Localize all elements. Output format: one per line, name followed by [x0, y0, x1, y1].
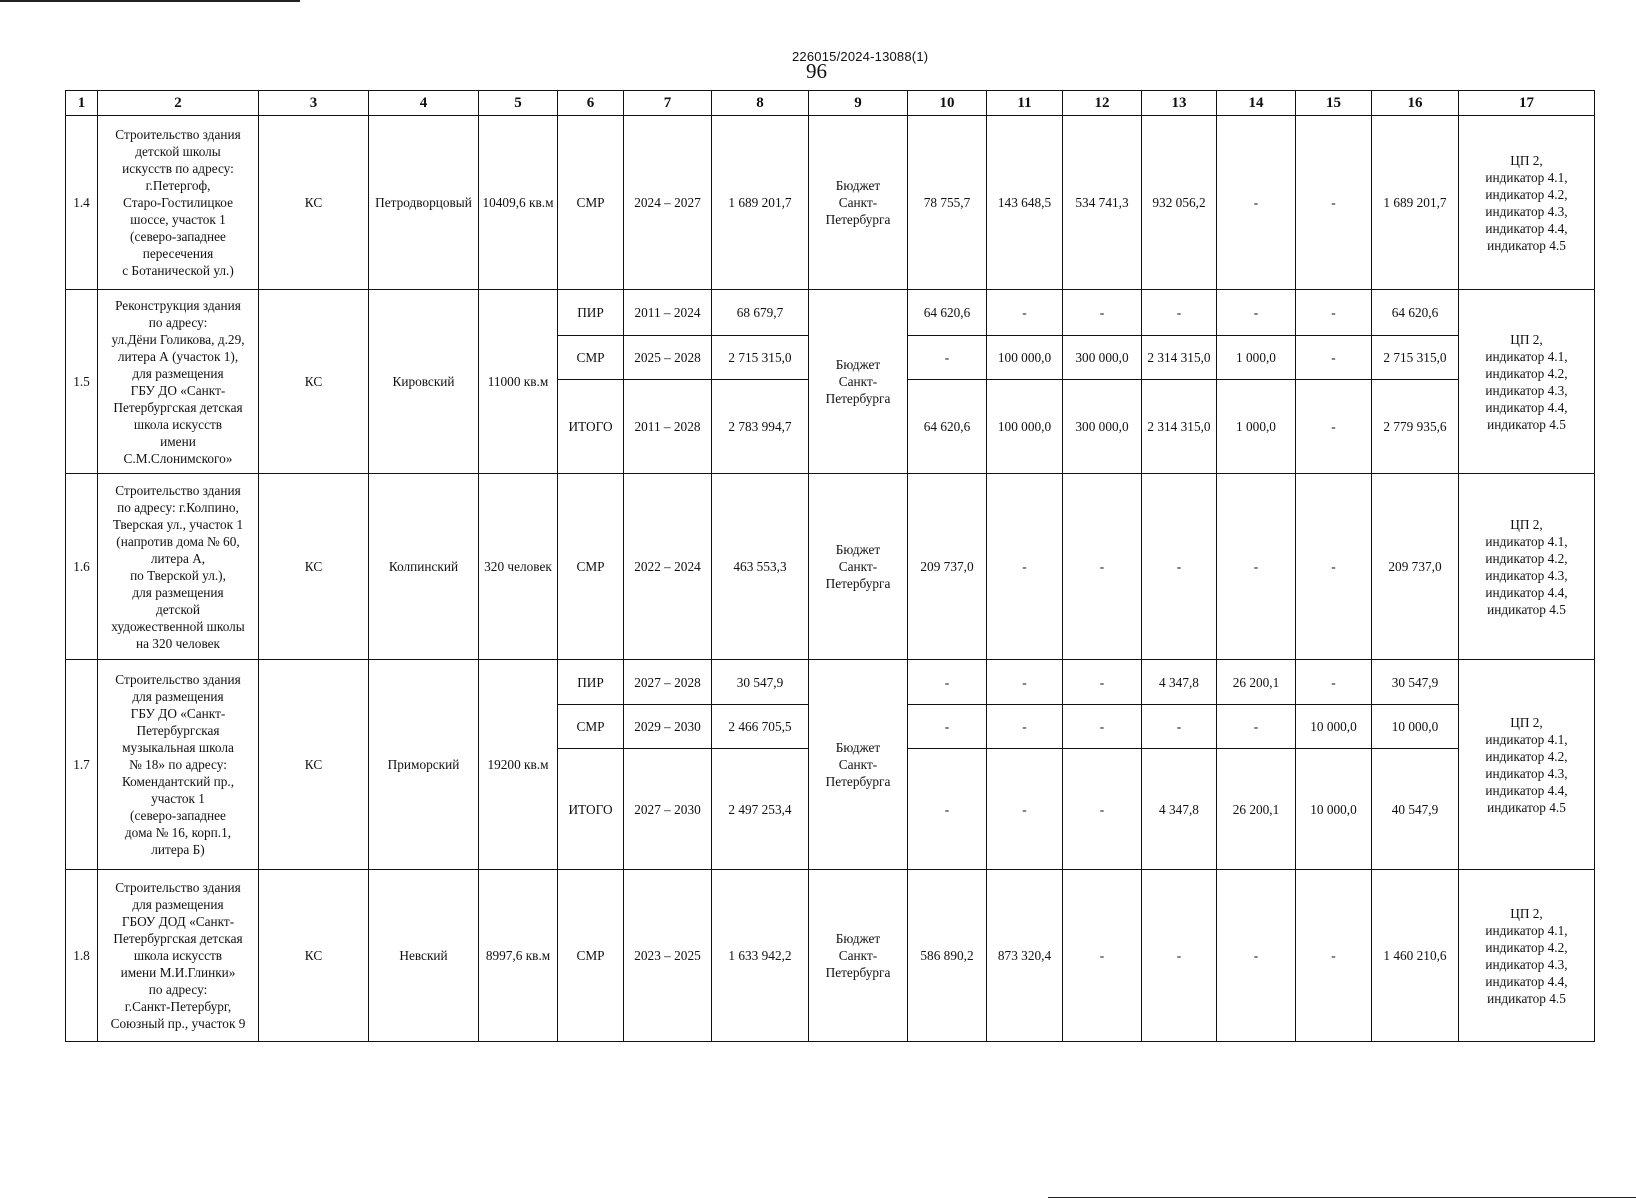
column-number-header: 4 [369, 91, 479, 116]
text-line: для размещения [132, 897, 224, 912]
text-line: индикатор 4.3, [1485, 956, 1568, 972]
text-line: на 320 человек [135, 635, 221, 651]
text-line: литера Б) [151, 842, 205, 857]
column-number-header: 8 [712, 91, 809, 116]
column-number-header: 7 [624, 91, 712, 116]
work-type-cell: ИТОГО [558, 749, 624, 870]
value-cell-15: - [1296, 474, 1372, 660]
indicators-cell [1459, 116, 1595, 290]
text-line: Бюджет [835, 357, 881, 372]
text-line: для размещения [132, 365, 224, 381]
text-line: Бюджет [835, 740, 881, 755]
text-line: Комендантский пр., [121, 774, 235, 789]
work-type-cell: ИТОГО [558, 380, 624, 474]
text-line: г.Санкт-Петербург, [124, 999, 232, 1014]
total-cost-cell: 2 783 994,7 [712, 380, 809, 474]
capacity-cell: 320 человек [479, 474, 558, 660]
value-cell-15: - [1296, 380, 1372, 474]
work-type-cell: СМР [558, 705, 624, 749]
value-cell-13: 932 056,2 [1142, 116, 1217, 290]
text-line: шоссе, участок 1 [130, 212, 226, 227]
work-type-cell: СМР [558, 336, 624, 380]
total-cost-cell: 68 679,7 [712, 290, 809, 336]
text-line: индикатор 4.4, [1485, 399, 1568, 415]
text-line: Петербурга [825, 965, 891, 980]
object-name-cell [98, 660, 259, 870]
text-line: ГБУ ДО «Санкт- [130, 382, 226, 398]
period-cell: 2029 – 2030 [624, 705, 712, 749]
row-number-cell: 1.4 [66, 116, 98, 290]
text-line: № 18» по адресу: [129, 757, 227, 772]
value-cell-12: 534 741,3 [1063, 116, 1142, 290]
text-line: ЦП 2, [1510, 905, 1543, 921]
value-cell-11: - [987, 749, 1063, 870]
text-line: индикатор 4.2, [1485, 186, 1568, 202]
value-cell-13: - [1142, 474, 1217, 660]
table-row [66, 290, 1595, 336]
table-row [66, 660, 1595, 705]
text-line: пересечения [142, 246, 214, 261]
table-header-row [66, 91, 1595, 116]
column-number-header: 3 [259, 91, 369, 116]
text-line: Петербурга [825, 391, 891, 406]
period-cell: 2025 – 2028 [624, 336, 712, 380]
text-line: Петербурга [825, 576, 891, 591]
value-cell-12: - [1063, 870, 1142, 1042]
text-line: (северо-западнее [130, 808, 226, 823]
column-number-header: 13 [1142, 91, 1217, 116]
text-line: индикатор 4.2, [1485, 748, 1568, 764]
column-number-header: 2 [98, 91, 259, 116]
program-objects-table [65, 90, 1595, 1042]
text-line: Санкт- [838, 195, 878, 210]
value-cell-16: 64 620,6 [1372, 290, 1459, 336]
text-line: Реконструкция здания [115, 297, 241, 313]
text-line: дома № 16, корп.1, [124, 825, 232, 840]
text-line: индикатор 4.5 [1487, 601, 1566, 617]
value-cell-11: - [987, 705, 1063, 749]
text-line: индикатор 4.5 [1487, 990, 1566, 1006]
value-cell-16: 30 547,9 [1372, 660, 1459, 705]
funding-source-cell [809, 290, 908, 474]
value-cell-15: - [1296, 116, 1372, 290]
funding-source-cell [809, 870, 908, 1042]
funding-source-cell [809, 474, 908, 660]
total-cost-cell: 2 715 315,0 [712, 336, 809, 380]
text-line: индикатор 4.1, [1485, 922, 1568, 938]
text-line: Петербурга [825, 774, 891, 789]
text-line: индикатор 4.2, [1485, 550, 1568, 566]
value-cell-16: 209 737,0 [1372, 474, 1459, 660]
object-name-cell [98, 474, 259, 660]
column-number-header: 6 [558, 91, 624, 116]
text-line: ул.Дёни Голикова, д.29, [111, 331, 245, 347]
value-cell-13: 4 347,8 [1142, 749, 1217, 870]
text-line: (напротив дома № 60, [116, 533, 240, 549]
text-line: индикатор 4.4, [1485, 973, 1568, 989]
text-line: индикатор 4.3, [1485, 382, 1568, 398]
text-line: имени М.И.Глинки» [120, 965, 236, 980]
value-cell-11: 873 320,4 [987, 870, 1063, 1042]
text-line: по Тверской ул.), [130, 567, 226, 583]
district-cell: Петродворцовый [369, 116, 479, 290]
row-number-cell: 1.8 [66, 870, 98, 1042]
period-cell: 2024 – 2027 [624, 116, 712, 290]
value-cell-13: - [1142, 290, 1217, 336]
value-cell-11: 100 000,0 [987, 336, 1063, 380]
work-type-cell: СМР [558, 116, 624, 290]
object-name-cell [98, 290, 259, 474]
value-cell-15: - [1296, 660, 1372, 705]
value-cell-13: 2 314 315,0 [1142, 336, 1217, 380]
text-line: художественной школы [111, 618, 245, 634]
row-number-cell: 1.5 [66, 290, 98, 474]
text-line: Петербургская детская [113, 931, 243, 946]
text-line: индикатор 4.5 [1487, 416, 1566, 432]
text-line: индикатор 4.3, [1485, 567, 1568, 583]
object-type-cell: КС [259, 116, 369, 290]
text-line: индикатор 4.2, [1485, 939, 1568, 955]
value-cell-16: 1 689 201,7 [1372, 116, 1459, 290]
text-line: Петербургская [136, 723, 220, 738]
value-cell-13: 4 347,8 [1142, 660, 1217, 705]
text-line: по адресу: [148, 314, 208, 330]
period-cell: 2011 – 2028 [624, 380, 712, 474]
total-cost-cell: 1 689 201,7 [712, 116, 809, 290]
text-line: индикатор 4.1, [1485, 169, 1568, 185]
text-line: ЦП 2, [1510, 516, 1543, 532]
indicators-cell [1459, 290, 1595, 474]
value-cell-12: - [1063, 660, 1142, 705]
column-number-header: 11 [987, 91, 1063, 116]
work-type-cell: ПИР [558, 290, 624, 336]
row-number-cell: 1.7 [66, 660, 98, 870]
value-cell-14: - [1217, 474, 1296, 660]
value-cell-12: - [1063, 705, 1142, 749]
table-row [66, 474, 1595, 660]
value-cell-15: 10 000,0 [1296, 705, 1372, 749]
text-line: Бюджет [835, 542, 881, 557]
value-cell-16: 40 547,9 [1372, 749, 1459, 870]
column-number-header: 15 [1296, 91, 1372, 116]
text-line: Строительство здания [115, 127, 241, 142]
text-line: ГБУ ДО «Санкт- [130, 706, 226, 721]
total-cost-cell: 463 553,3 [712, 474, 809, 660]
text-line: для размещения [132, 584, 224, 600]
text-line: искусств по адресу: [122, 161, 234, 176]
indicators-cell [1459, 474, 1595, 660]
text-line: Старо-Гостилицкое [123, 195, 233, 210]
value-cell-10: 64 620,6 [908, 380, 987, 474]
value-cell-13: - [1142, 705, 1217, 749]
value-cell-14: 26 200,1 [1217, 749, 1296, 870]
text-line: индикатор 4.1, [1485, 533, 1568, 549]
indicators-cell [1459, 870, 1595, 1042]
text-line: индикатор 4.5 [1487, 237, 1566, 253]
value-cell-14: 1 000,0 [1217, 380, 1296, 474]
value-cell-14: - [1217, 116, 1296, 290]
text-line: Тверская ул., участок 1 [112, 516, 244, 532]
top-edge-line [0, 0, 300, 2]
text-line: по адресу: г.Колпино, [117, 499, 239, 515]
district-cell: Колпинский [369, 474, 479, 660]
value-cell-11: - [987, 290, 1063, 336]
period-cell: 2023 – 2025 [624, 870, 712, 1042]
text-line: индикатор 4.4, [1485, 220, 1568, 236]
value-cell-15: - [1296, 290, 1372, 336]
value-cell-10: - [908, 749, 987, 870]
text-line: ГБОУ ДОД «Санкт- [121, 914, 235, 929]
column-number-header: 9 [809, 91, 908, 116]
text-line: индикатор 4.5 [1487, 799, 1566, 815]
text-line: Строительство здания [115, 482, 241, 498]
column-number-header: 14 [1217, 91, 1296, 116]
text-line: с Ботанической ул.) [122, 263, 234, 278]
value-cell-16: 2 779 935,6 [1372, 380, 1459, 474]
text-line: индикатор 4.3, [1485, 203, 1568, 219]
value-cell-14: - [1217, 290, 1296, 336]
value-cell-14: 1 000,0 [1217, 336, 1296, 380]
period-cell: 2011 – 2024 [624, 290, 712, 336]
value-cell-11: - [987, 474, 1063, 660]
value-cell-14: - [1217, 870, 1296, 1042]
text-line: для размещения [132, 689, 224, 704]
period-cell: 2022 – 2024 [624, 474, 712, 660]
value-cell-12: - [1063, 290, 1142, 336]
column-number-header: 16 [1372, 91, 1459, 116]
text-line: Бюджет [835, 178, 881, 193]
total-cost-cell: 30 547,9 [712, 660, 809, 705]
text-line: школа искусств [133, 416, 223, 432]
value-cell-12: - [1063, 474, 1142, 660]
value-cell-12: 300 000,0 [1063, 336, 1142, 380]
text-line: Санкт- [838, 374, 878, 389]
work-type-cell: СМР [558, 870, 624, 1042]
text-line: литера А, [150, 550, 206, 566]
text-line: Строительство здания [115, 672, 241, 687]
value-cell-15: - [1296, 336, 1372, 380]
text-line: Санкт- [838, 948, 878, 963]
text-line: Петербургская детская [113, 399, 243, 415]
object-type-cell: КС [259, 870, 369, 1042]
period-cell: 2027 – 2028 [624, 660, 712, 705]
text-line: г.Петергоф, [145, 178, 211, 193]
text-line: индикатор 4.1, [1485, 348, 1568, 364]
value-cell-13: 2 314 315,0 [1142, 380, 1217, 474]
capacity-cell: 19200 кв.м [479, 660, 558, 870]
text-line: индикатор 4.1, [1485, 731, 1568, 747]
text-line: ЦП 2, [1510, 152, 1543, 168]
column-number-header: 10 [908, 91, 987, 116]
text-line: С.М.Слонимского» [123, 450, 233, 466]
page-number: 96 [806, 59, 827, 83]
object-name-cell [98, 870, 259, 1042]
indicators-cell [1459, 660, 1595, 870]
period-cell: 2027 – 2030 [624, 749, 712, 870]
value-cell-10: - [908, 336, 987, 380]
object-name-cell [98, 116, 259, 290]
column-number-header: 5 [479, 91, 558, 116]
object-type-cell: КС [259, 290, 369, 474]
text-line: детской школы [135, 144, 221, 159]
funding-source-cell [809, 116, 908, 290]
bottom-edge-line [1048, 1197, 1636, 1198]
district-cell: Кировский [369, 290, 479, 474]
column-number-header: 12 [1063, 91, 1142, 116]
value-cell-14: - [1217, 705, 1296, 749]
value-cell-11: 143 648,5 [987, 116, 1063, 290]
value-cell-16: 2 715 315,0 [1372, 336, 1459, 380]
text-line: имени [160, 433, 196, 449]
value-cell-11: - [987, 660, 1063, 705]
text-line: по адресу: [148, 982, 208, 997]
value-cell-16: 10 000,0 [1372, 705, 1459, 749]
text-line: индикатор 4.2, [1485, 365, 1568, 381]
text-line: ЦП 2, [1510, 331, 1543, 347]
text-line: музыкальная школа [122, 740, 234, 755]
district-cell: Невский [369, 870, 479, 1042]
row-number-cell: 1.6 [66, 474, 98, 660]
value-cell-15: - [1296, 870, 1372, 1042]
value-cell-12: - [1063, 749, 1142, 870]
text-line: детской [155, 601, 201, 617]
table-row [66, 870, 1595, 1042]
value-cell-10: - [908, 705, 987, 749]
value-cell-10: 78 755,7 [908, 116, 987, 290]
value-cell-11: 100 000,0 [987, 380, 1063, 474]
object-type-cell: КС [259, 474, 369, 660]
work-type-cell: СМР [558, 474, 624, 660]
total-cost-cell: 2 497 253,4 [712, 749, 809, 870]
value-cell-12: 300 000,0 [1063, 380, 1142, 474]
total-cost-cell: 1 633 942,2 [712, 870, 809, 1042]
work-type-cell: ПИР [558, 660, 624, 705]
text-line: школа искусств [133, 948, 223, 963]
capacity-cell: 8997,6 кв.м [479, 870, 558, 1042]
value-cell-10: 586 890,2 [908, 870, 987, 1042]
text-line: Санкт- [838, 559, 878, 574]
value-cell-10: - [908, 660, 987, 705]
value-cell-16: 1 460 210,6 [1372, 870, 1459, 1042]
capacity-cell: 11000 кв.м [479, 290, 558, 474]
value-cell-10: 64 620,6 [908, 290, 987, 336]
text-line: индикатор 4.4, [1485, 782, 1568, 798]
text-line: участок 1 [151, 791, 205, 806]
total-cost-cell: 2 466 705,5 [712, 705, 809, 749]
text-line: Санкт- [838, 757, 878, 772]
text-line: Союзный пр., участок 9 [110, 1016, 246, 1031]
text-line: индикатор 4.4, [1485, 584, 1568, 600]
value-cell-13: - [1142, 870, 1217, 1042]
district-cell: Приморский [369, 660, 479, 870]
text-line: Петербурга [825, 212, 891, 227]
text-line: (северо-западнее [130, 229, 226, 244]
document-number: 226015/2024-13088(1) [792, 49, 929, 64]
text-line: индикатор 4.3, [1485, 765, 1568, 781]
text-line: Бюджет [835, 931, 881, 946]
value-cell-15: 10 000,0 [1296, 749, 1372, 870]
table-row [66, 116, 1595, 290]
column-number-header: 17 [1459, 91, 1595, 116]
capacity-cell: 10409,6 кв.м [479, 116, 558, 290]
value-cell-14: 26 200,1 [1217, 660, 1296, 705]
value-cell-10: 209 737,0 [908, 474, 987, 660]
text-line: ЦП 2, [1510, 714, 1543, 730]
text-line: литера А (участок 1), [117, 348, 239, 364]
column-number-header: 1 [66, 91, 98, 116]
object-type-cell: КС [259, 660, 369, 870]
funding-source-cell [809, 660, 908, 870]
text-line: Строительство здания [115, 880, 241, 895]
